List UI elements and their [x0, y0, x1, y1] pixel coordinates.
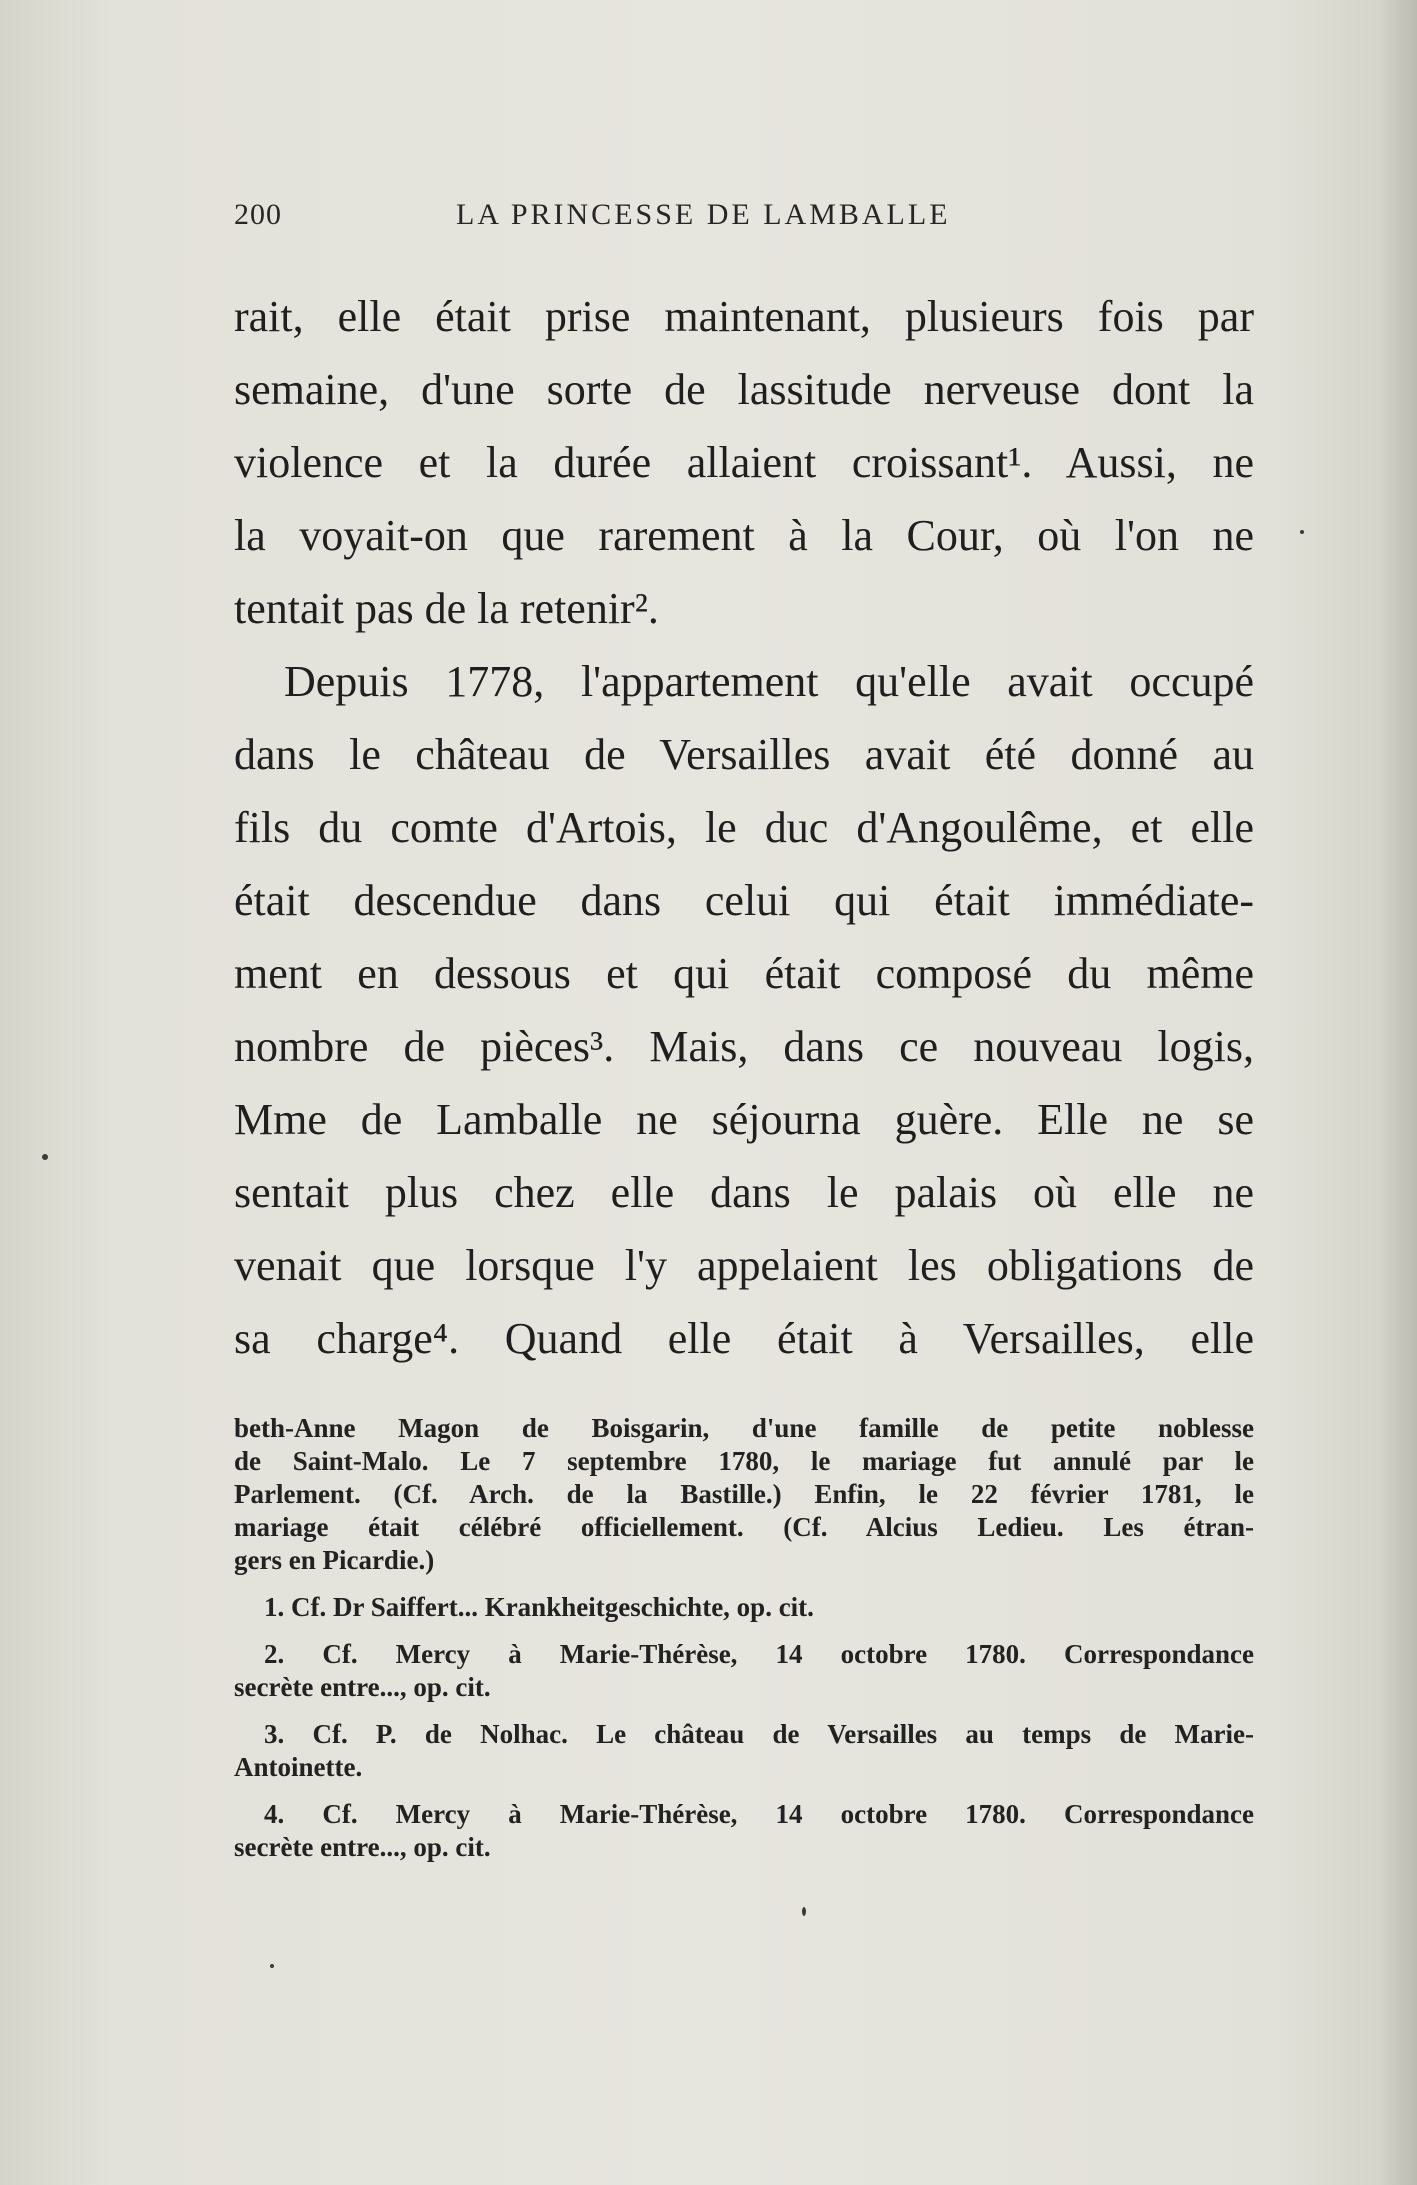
footnote-2	[234, 1638, 1254, 1704]
text-line: Mme de Lamballe ne séjourna guère. Elle ne se	[234, 1095, 1254, 1144]
footnote-line: Antoinette.	[234, 1752, 363, 1782]
footnote-spacer	[234, 1577, 1254, 1591]
text-line: tentait pas de la retenir².	[234, 584, 659, 633]
footnote-line: Parlement. (Cf. Arch. de la Bastille.) Enfin, le 22 février 1781, le	[234, 1479, 1254, 1509]
text-line: sentait plus chez elle dans le palais où elle ne	[234, 1168, 1254, 1217]
page-header	[234, 198, 1254, 248]
footnote-line: 4. Cf. Mercy à Marie-Thérèse, 14 octobre 1780. Correspondance	[264, 1799, 1254, 1829]
footnote-line: beth-Anne Magon de Boisgarin, d'une famille de petite noblesse	[234, 1413, 1254, 1443]
footnote-3	[234, 1718, 1254, 1784]
paragraph-first-line: Depuis 1778, l'appartement qu'elle avait occupé	[284, 657, 1254, 706]
footnote-line: secrète entre..., op. cit.	[234, 1832, 491, 1862]
footnote-continuation	[234, 1412, 1254, 1577]
footnote-line: mariage était célébré officiellement. (Cf. Alcius Ledieu. Les étran-	[234, 1512, 1254, 1542]
footnote-line: de Saint-Malo. Le 7 septembre 1780, le mariage fut annulé par le	[234, 1446, 1254, 1476]
footnote-line: 3. Cf. P. de Nolhac. Le château de Versailles au temps de Marie-	[264, 1719, 1254, 1749]
running-title: LA PRINCESSE DE LAMBALLE	[456, 198, 951, 231]
text-line: rait, elle était prise maintenant, plusieurs fois par	[234, 292, 1254, 341]
text-line: dans le château de Versailles avait été donné au	[234, 730, 1254, 779]
footnote-line: 2. Cf. Mercy à Marie-Thérèse, 14 octobre 1780. Correspondance	[264, 1639, 1254, 1669]
footnote-4	[234, 1798, 1254, 1864]
footnote-line: 1. Cf. Dr Saiffert... Krankheitgeschichte, op. cit.	[264, 1592, 814, 1622]
text-line: semaine, d'une sorte de lassitude nerveuse dont la	[234, 365, 1254, 414]
ink-speck	[1300, 530, 1304, 534]
text-line: fils du comte d'Artois, le duc d'Angoulême, et elle	[234, 803, 1254, 852]
footnote-spacer	[234, 1624, 1254, 1638]
footnote-spacer	[234, 1784, 1254, 1798]
main-text	[234, 280, 1254, 1375]
page-number: 200	[234, 198, 282, 231]
text-line: nombre de pièces³. Mais, dans ce nouveau logis,	[234, 1022, 1254, 1071]
text-line: ment en dessous et qui était composé du même	[234, 949, 1254, 998]
footnote-1	[234, 1591, 1254, 1624]
text-line: venait que lorsque l'y appelaient les obligations de	[234, 1241, 1254, 1290]
page-edge-shadow	[1379, 0, 1417, 2185]
ink-speck	[802, 1907, 806, 1916]
footnotes	[234, 1412, 1254, 1864]
text-line: était descendue dans celui qui était immédiate-	[234, 876, 1254, 925]
footnote-line: secrète entre..., op. cit.	[234, 1672, 491, 1702]
text-line: sa charge⁴. Quand elle était à Versailles, elle	[234, 1314, 1254, 1363]
footnote-line: gers en Picardie.)	[234, 1545, 435, 1575]
ink-speck	[270, 1964, 274, 1968]
text-line: violence et la durée allaient croissant¹. Aussi, ne	[234, 438, 1254, 487]
text-line: la voyait-on que rarement à la Cour, où l'on ne	[234, 511, 1254, 560]
ink-speck	[42, 1154, 48, 1160]
footnote-spacer	[234, 1704, 1254, 1718]
